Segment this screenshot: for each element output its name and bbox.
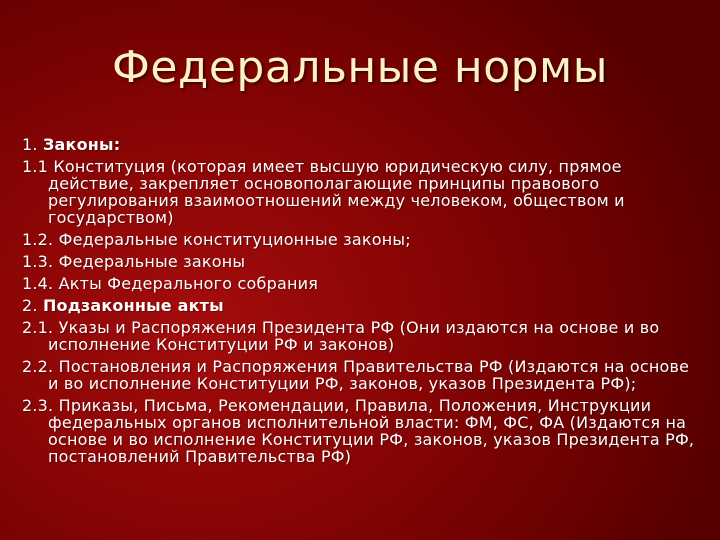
list-item-federal-assembly-acts: 1.4. Акты Федерального собрания xyxy=(22,274,319,293)
list-item-presidential-decrees: 2.1. Указы и Распоряжения Президента РФ (Они издаются на основе и во исполнение Конституции РФ и законов) xyxy=(22,318,660,354)
slide-title: Федеральные нормы xyxy=(111,42,608,93)
item-number: 2. xyxy=(22,296,43,315)
item-heading: Подзаконные акты xyxy=(42,296,224,315)
content-list xyxy=(22,136,702,470)
item-number: 1. xyxy=(22,135,43,154)
list-item-bylaws xyxy=(22,297,702,314)
list-item-government-resolutions: 2.2. Постановления и Распоряжения Правительства РФ (Издаются на основе и во исполнение Конституции РФ, законов, указов Президента РФ); xyxy=(22,357,690,393)
list-item-laws xyxy=(22,136,702,153)
item-heading: Законы: xyxy=(42,135,121,154)
list-item-orders-letters: 2.3. Приказы, Письма, Рекомендации, Правила, Положения, Инструкции федеральных органов исполнительной власти: ФМ, ФС, ФА (Издаются на основе и во исполнение Конституции РФ, законов, указов Президента РФ, постановлений Правительства РФ) xyxy=(22,396,695,466)
list-item-federal-constitutional-laws: 1.2. Федеральные конституционные законы; xyxy=(22,230,411,249)
list-item-constitution: 1.1 Конституция (которая имеет высшую юридическую силу, прямое действие, закрепляет основополагающие принципы правового регулирования взаимоотношений между человеком, обществом и государством) xyxy=(22,157,625,227)
list-item-federal-laws: 1.3. Федеральные законы xyxy=(22,252,246,271)
